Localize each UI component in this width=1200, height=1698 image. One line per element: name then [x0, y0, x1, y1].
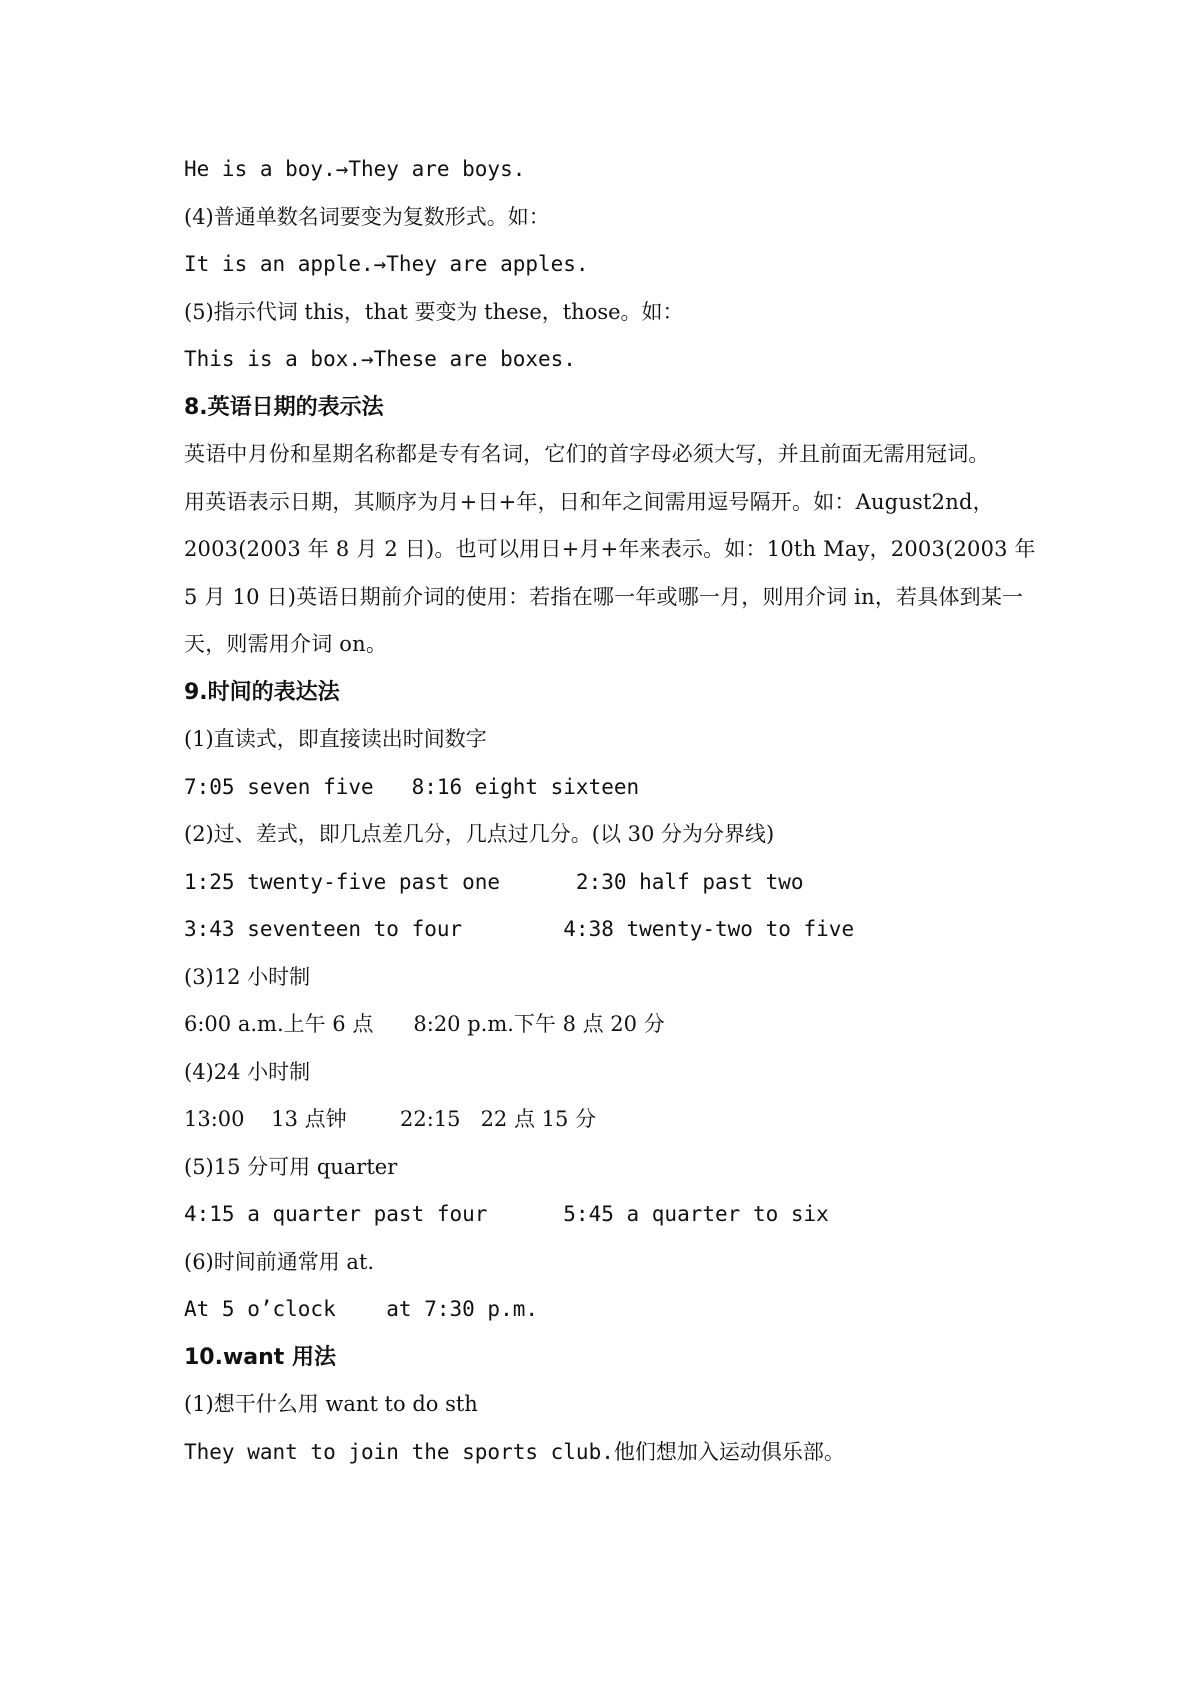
example-line: 4:15 a quarter past four 5:45 a quarter to six — [184, 1202, 829, 1226]
example-line: 3:43 seventeen to four 4:38 twenty-two to five — [184, 917, 855, 941]
paragraph: 用英语表示日期，其顺序为月+日+年，日和年之间需用逗号隔开。如：August2nd，2003(2003 年 8 月 2 日)。也可以用日+月+年来表示。如：10th May，2003(2003 年 5 月 10 日)英语日期前介词的使用：若指在哪一年或哪一月，则用介词 in，若具体到某一天，则需用介词 on。 — [184, 489, 1036, 656]
example-line: 1:25 twenty-five past one 2:30 half past two — [184, 869, 804, 894]
example-line: 6:00 a.m.上午 6 点 8:20 p.m.下午 8 点 20 分 — [184, 1012, 665, 1036]
example-sentence: He is a boy.→They are boys. — [184, 157, 526, 181]
section-heading: 9.时间的表达法 — [184, 679, 340, 705]
rule-text: (5)15 分可用 quarter — [184, 1154, 398, 1179]
document-body — [184, 146, 1044, 1476]
example-sentence: This is a box.→These are boxes. — [184, 347, 576, 371]
paragraph: 英语中月份和星期名称都是专有名词，它们的首字母必须大写，并且前面无需用冠词。 — [184, 442, 990, 466]
rule-text: (4)24 小时制 — [184, 1059, 311, 1084]
example-sentence: It is an apple.→They are apples. — [184, 252, 589, 276]
example-line: 7:05 seven five 8:16 eight sixteen — [184, 774, 640, 799]
rule-text: (2)过、差式，即几点差几分，几点过几分。(以 30 分为分界线) — [184, 822, 775, 846]
rule-text: (1)想干什么用 want to do sth — [184, 1392, 478, 1416]
rule-text: (4)普通单数名词要变为复数形式。如： — [184, 204, 550, 229]
rule-text: (3)12 小时制 — [184, 964, 311, 989]
rule-text: (6)时间前通常用 at. — [184, 1249, 375, 1274]
rule-text: (1)直读式，即直接读出时间数字 — [184, 727, 487, 751]
example-sentence: They want to join the sports club.他们想加入运动俱乐部。 — [184, 1439, 845, 1464]
section-heading: 10.want 用法 — [184, 1344, 336, 1370]
section-heading: 8.英语日期的表示法 — [184, 394, 384, 420]
example-line: At 5 o’clock at 7:30 p.m. — [184, 1297, 539, 1321]
example-line: 13:00 13 点钟 22:15 22 点 15 分 — [184, 1107, 597, 1131]
rule-text: (5)指示代词 this，that 要变为 these，those。如： — [184, 299, 684, 324]
